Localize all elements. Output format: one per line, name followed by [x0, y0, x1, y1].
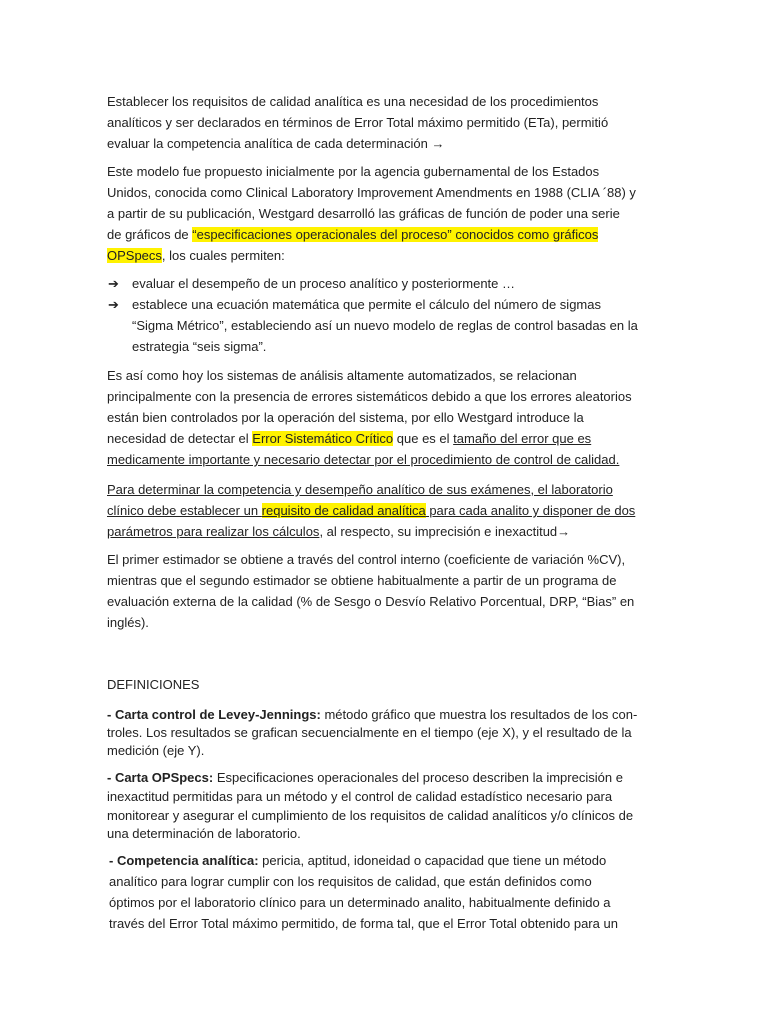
arrow-right-icon: → [557, 524, 571, 539]
model-line-4 [107, 224, 598, 245]
opspecs-term: - Carta OPSpecs: [107, 770, 214, 785]
levey-line-1-text: método gráfico que muestra los resultados de los con- [320, 707, 638, 722]
intro-line-1: Establecer los requisitos de calidad analítica es una necesidad de los procedimientos [107, 94, 599, 109]
levey-line-2: troles. Los resultados se grafican secuencialmente en el tiempo (eje X), y el resultado de la [107, 725, 632, 740]
estimators-line-3: evaluación externa de la calidad (% de Sesgo o Desvío Relativo Porcentual, DRP, “Bias” en [107, 594, 635, 609]
bullet-2-line-3: estrategia “seis sigma”. [132, 339, 267, 354]
competencia-line-1-text: pericia, aptitud, idoneidad o capacidad que tiene un método [258, 853, 607, 868]
estimators-line-2: mientras que el segundo estimador se obtiene habitualmente a partir de un programa de [107, 573, 617, 588]
opspecs-line-1-text: Especificaciones operacionales del proceso describen la imprecisión e [213, 770, 623, 785]
intro-line-2: analíticos y ser declarados en términos de Error Total máximo permitido (ETa), permitió [107, 115, 609, 130]
highlight-requisito-calidad: requisito de calidad analítica [261, 503, 426, 518]
opspecs-line-2: inexactitud permitidas para un método y el control de calidad estadístico necesario para [107, 789, 613, 804]
bullet-1: evaluar el desempeño de un proceso analítico y posteriormente … [132, 276, 515, 291]
bullet-arrow-icon: ➔ [108, 297, 119, 312]
competencia-line-2: analítico para lograr cumplir con los requisitos de calidad, que están definidos como [109, 874, 592, 889]
opspecs-line-3: monitorear y asegurar el cumplimiento de los requisitos de calidad analíticos y/o clínicos de [107, 808, 634, 823]
competence-line-1: Para determinar la competencia y desempeño analítico de sus exámenes, el laboratorio [107, 482, 613, 497]
systems-line-4-a: necesidad de detectar el [107, 431, 253, 446]
highlight-opspecs: OPSpecs [107, 248, 162, 263]
bullet-2-line-1: establece una ecuación matemática que permite el cálculo del número de sigmas [132, 297, 601, 312]
intro-line-3 [107, 133, 445, 154]
levey-line-3: medición (eje Y). [107, 743, 205, 758]
opspecs-line-1 [107, 767, 623, 788]
competence-line-3-a: parámetros para realizar los cálculos [107, 524, 320, 539]
definitions-heading: DEFINICIONES [107, 677, 200, 692]
arrow-right-icon: → [431, 136, 445, 151]
estimators-line-4: inglés). [107, 615, 149, 630]
underline-tamano-error: tamaño del error que es [453, 431, 592, 446]
model-line-3: a partir de su publicación, Westgard desarrolló las gráficas de función de poder una serie [107, 206, 620, 221]
competencia-line-1 [109, 850, 606, 871]
estimators-line-1: El primer estimador se obtiene a través del control interno (coeficiente de variación %CV), [107, 552, 626, 567]
competence-line-3-b: , al respecto, su imprecisión e inexactitud [319, 524, 558, 539]
intro-line-3-text: evaluar la competencia analítica de cada determinación [107, 136, 428, 151]
competence-line-3 [107, 521, 570, 542]
model-line-5 [107, 245, 285, 266]
model-line-2: Unidos, conocida como Clinical Laboratory Improvement Amendments en 1988 (CLIA ´88) y [107, 185, 636, 200]
systems-line-5: medicamente importante y necesario detectar por el procedimiento de control de calidad. [107, 452, 620, 467]
systems-line-1: Es así como hoy los sistemas de análisis altamente automatizados, se relacionan [107, 368, 577, 383]
model-line-1: Este modelo fue propuesto inicialmente por la agencia gubernamental de los Estados [107, 164, 600, 179]
systems-line-3: están bien controlados por la operación del sistema, por ello Westgard introduce la [107, 410, 584, 425]
highlight-error-sistematico: Error Sistemático Crítico [252, 431, 394, 446]
competence-line-2-a: clínico debe establecer un [107, 503, 262, 518]
opspecs-line-4: una determinación de laboratorio. [107, 826, 301, 841]
competencia-line-3: óptimos por el laboratorio clínico para un determinado analito, habitualmente definido a [109, 895, 611, 910]
highlight-opspecs-term: “especificaciones operacionales del proceso” conocidos como gráficos [192, 227, 599, 242]
bullet-arrow-icon: ➔ [108, 276, 119, 291]
systems-line-4 [107, 428, 591, 449]
competence-line-2 [107, 500, 635, 521]
competence-line-2-c: para cada analito y disponer de dos [425, 503, 636, 518]
systems-line-4-c: que es el [393, 431, 454, 446]
competencia-term: - Competencia analítica: [109, 853, 259, 868]
competencia-line-4: través del Error Total máximo permitido, de forma tal, que el Error Total obtenido para un [109, 916, 618, 931]
bullet-2-line-2: “Sigma Métrico”, estableciendo así un nuevo modelo de reglas de control basadas en la [132, 318, 638, 333]
systems-line-2: principalmente con la presencia de errores sistemáticos debido a que los errores aleatorios [107, 389, 632, 404]
levey-term: - Carta control de Levey-Jennings: [107, 707, 321, 722]
model-line-4-text: de gráficos de [107, 227, 193, 242]
model-line-5-text: , los cuales permiten: [161, 248, 285, 263]
